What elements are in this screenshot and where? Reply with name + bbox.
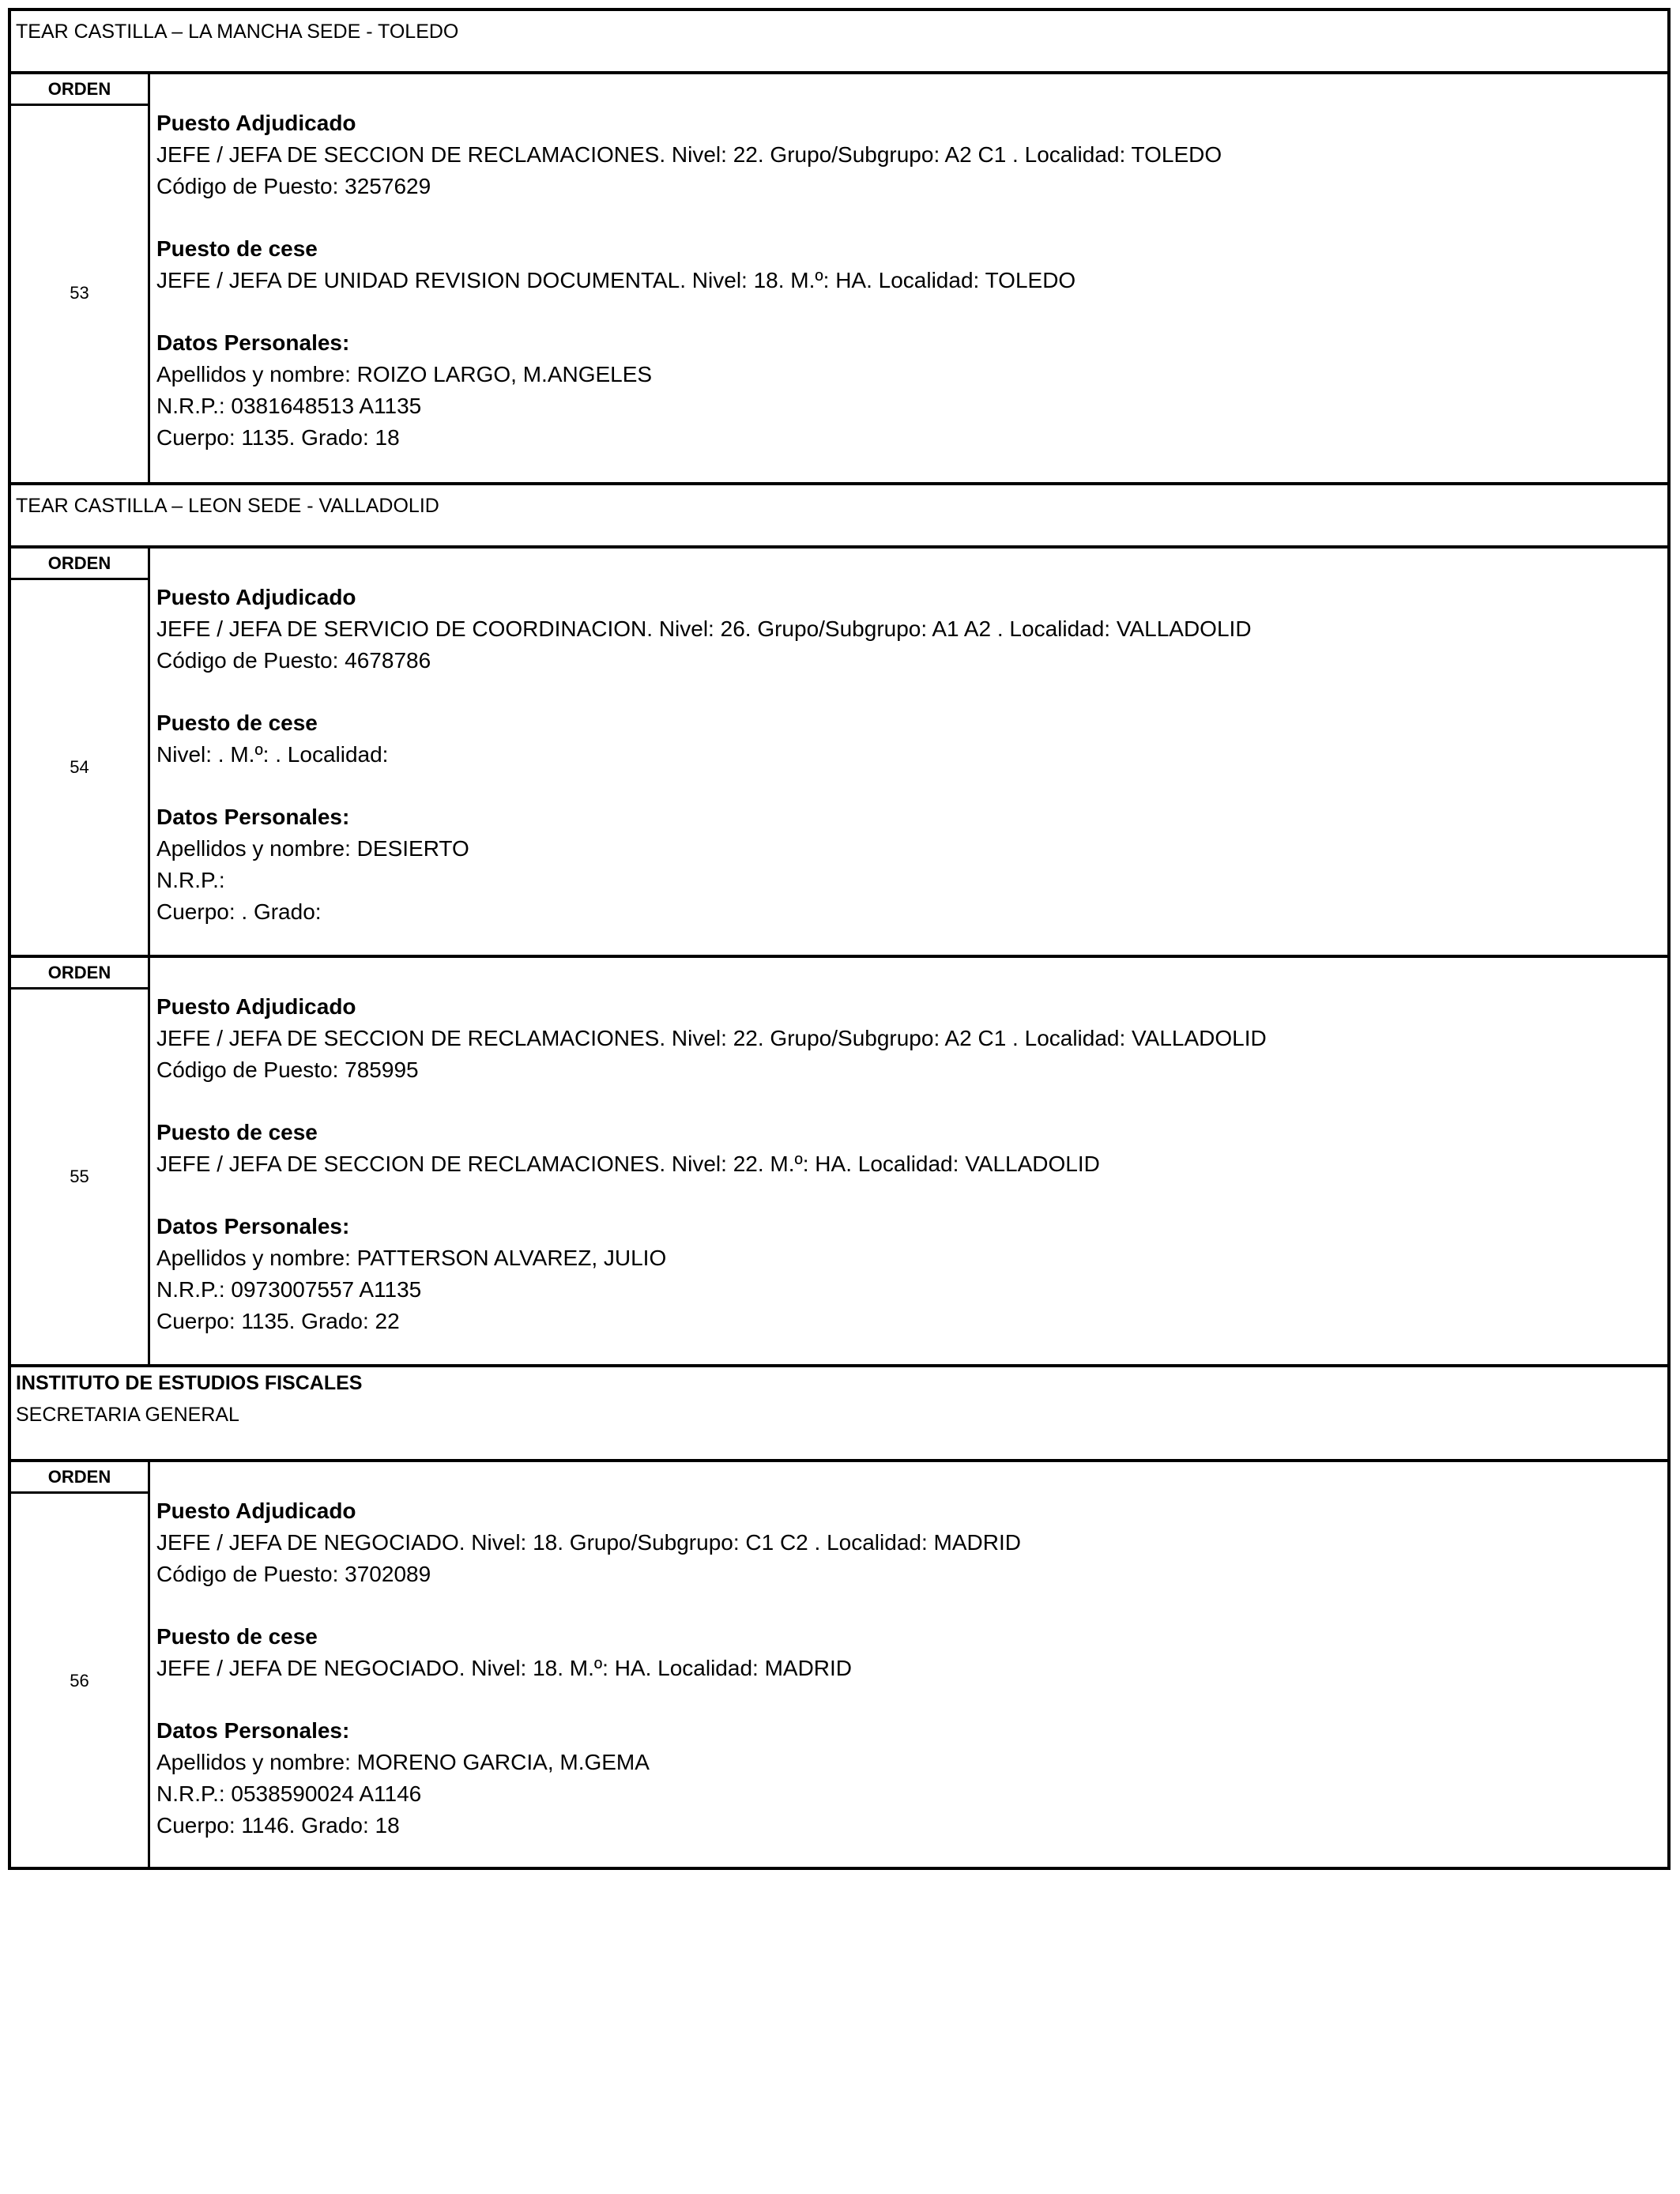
record-56 [8,1459,1671,1870]
record-content [156,548,1667,955]
cuerpo-grado: Cuerpo: 1135. Grado: 18 [156,425,400,450]
nrp: N.R.P.: [156,868,225,892]
datos-heading: Datos Personales: [156,1718,350,1743]
cuerpo-grado: Cuerpo: . Grado: [156,899,322,924]
orden-column [11,958,150,1364]
section-title: TEAR CASTILLA – LEON SEDE - VALLADOLID [16,495,439,517]
codigo-puesto: Código de Puesto: 785995 [156,1057,419,1082]
record-55 [8,955,1671,1364]
cese-heading: Puesto de cese [156,236,318,261]
adjudicado-description: JEFE / JEFA DE NEGOCIADO. Nivel: 18. Grupo/Subgrupo: C1 C2 . Localidad: MADRID [156,1530,1021,1555]
cese-description: Nivel: . M.º: . Localidad: [156,742,389,767]
cuerpo-grado: Cuerpo: 1146. Grado: 18 [156,1813,400,1838]
cese-heading: Puesto de cese [156,711,318,735]
adjudicado-description: JEFE / JEFA DE SECCION DE RECLAMACIONES. Nivel: 22. Grupo/Subgrupo: A2 C1 . Localidad: VALLADOLID [156,1026,1267,1050]
section-title: INSTITUTO DE ESTUDIOS FISCALES [16,1372,363,1394]
orden-number: 54 [70,757,89,777]
nrp: N.R.P.: 0973007557 A1135 [156,1277,422,1302]
adjudicado-description: JEFE / JEFA DE SECCION DE RECLAMACIONES. Nivel: 22. Grupo/Subgrupo: A2 C1 . Localidad: TOLEDO [156,142,1222,167]
orden-label: ORDEN [11,958,148,990]
orden-column [11,74,150,482]
cese-description: JEFE / JEFA DE UNIDAD REVISION DOCUMENTAL. Nivel: 18. M.º: HA. Localidad: TOLEDO [156,268,1076,292]
orden-label: ORDEN [11,548,148,580]
section-header [8,1364,1671,1459]
codigo-puesto: Código de Puesto: 3702089 [156,1562,431,1586]
adjudicado-description: JEFE / JEFA DE SERVICIO DE COORDINACION. Nivel: 26. Grupo/Subgrupo: A1 A2 . Localidad: VALLADOLID [156,616,1252,641]
apellidos-nombre: Apellidos y nombre: ROIZO LARGO, M.ANGELES [156,362,653,386]
orden-number: 53 [70,283,89,303]
section-subtitle: SECRETARIA GENERAL [16,1404,239,1426]
codigo-puesto: Código de Puesto: 3257629 [156,174,431,198]
cese-heading: Puesto de cese [156,1120,318,1144]
adjudicado-heading: Puesto Adjudicado [156,994,356,1019]
record-54 [8,545,1671,955]
orden-label: ORDEN [11,74,148,106]
cuerpo-grado: Cuerpo: 1135. Grado: 22 [156,1309,400,1333]
cese-description: JEFE / JEFA DE SECCION DE RECLAMACIONES. Nivel: 22. M.º: HA. Localidad: VALLADOLID [156,1152,1100,1176]
adjudicado-heading: Puesto Adjudicado [156,1498,356,1523]
apellidos-nombre: Apellidos y nombre: MORENO GARCIA, M.GEMA [156,1750,650,1774]
apellidos-nombre: Apellidos y nombre: DESIERTO [156,836,469,861]
record-content [156,1462,1667,1867]
datos-heading: Datos Personales: [156,1214,350,1238]
record-content [156,958,1667,1364]
nrp: N.R.P.: 0538590024 A1146 [156,1781,422,1806]
adjudicado-heading: Puesto Adjudicado [156,111,356,135]
record-53 [8,71,1671,482]
orden-number: 56 [70,1671,89,1691]
section-title: TEAR CASTILLA – LA MANCHA SEDE - TOLEDO [16,21,459,43]
datos-heading: Datos Personales: [156,330,350,355]
codigo-puesto: Código de Puesto: 4678786 [156,648,431,673]
orden-number: 55 [70,1167,89,1186]
apellidos-nombre: Apellidos y nombre: PATTERSON ALVAREZ, JULIO [156,1246,667,1270]
nrp: N.R.P.: 0381648513 A1135 [156,394,422,418]
cese-heading: Puesto de cese [156,1624,318,1649]
cese-description: JEFE / JEFA DE NEGOCIADO. Nivel: 18. M.º: HA. Localidad: MADRID [156,1656,853,1680]
adjudicado-heading: Puesto Adjudicado [156,585,356,609]
orden-label: ORDEN [11,1462,148,1494]
section-header [8,8,1671,71]
record-content [156,74,1667,482]
section-header [8,482,1671,545]
orden-column [11,548,150,955]
orden-column [11,1462,150,1867]
datos-heading: Datos Personales: [156,805,350,829]
